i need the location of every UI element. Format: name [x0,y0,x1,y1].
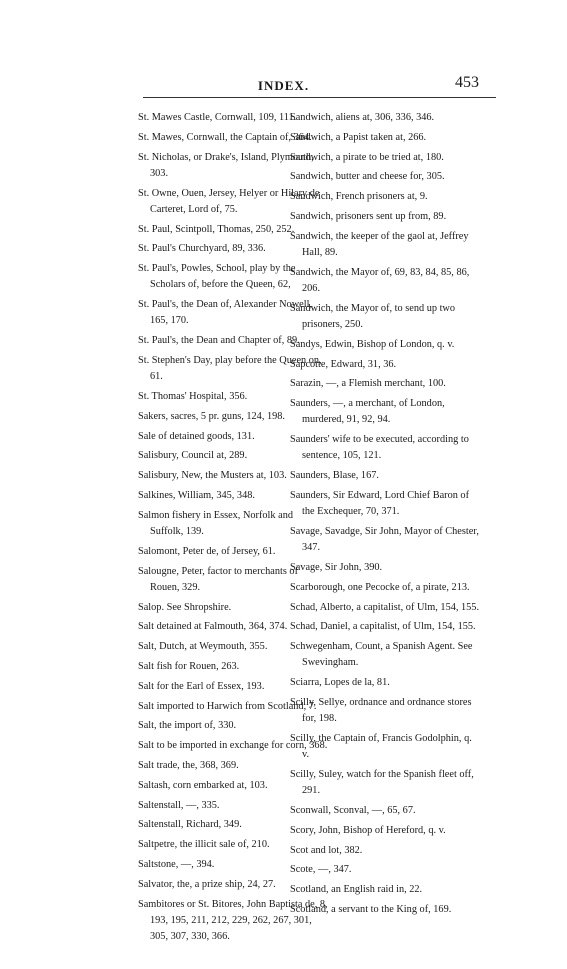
index-entry: Saunders, Blase, 167. [290,470,379,482]
index-entry: Sandwich, a pirate to be tried at, 180. [290,151,444,163]
index-entry: St. Mawes, Cornwall, the Captain of, 364. [138,131,312,143]
index-entry: St. Stephen's Day, play before the Queen on, 61. [138,354,322,383]
index-entry: Saltpetre, the illicit sale of, 210. [138,839,270,851]
index-entry: St. Mawes Castle, Cornwall, 109, 111. [138,112,297,123]
index-entry: St. Paul's, Powles, School, play by the Scholars of, before the Queen, 62, [138,263,296,291]
index-entry: St. Thomas' Hospital, 356. [138,390,248,402]
index-column-right [290,110,480,922]
index-entry: Sciarra, Lopes de la, 81. [290,677,390,689]
index-entry: St. Paul's, the Dean and Chapter of, 89. [138,335,300,347]
index-entry: Scote, —, 347. [290,864,352,876]
index-entry: Salisbury, Council at, 289. [138,450,248,462]
index-entry: Schad, Daniel, a capitalist, of Ulm, 154, 155. [290,621,476,633]
index-entry: Saltenstall, Richard, 349. [138,819,242,831]
index-entry: Salt, Dutch, at Weymouth, 355. [138,641,268,653]
index-entry: Scilly, the Captain of, Francis Godolphin, q. v. [290,732,472,761]
index-entry: Salt trade, the, 368, 369. [138,759,239,771]
index-entry: Salt, the import of, 330. [138,720,237,732]
index-entry: Sandwich, the Mayor of, to send up two prisoners, 250. [290,302,456,330]
index-entry: Salt fish for Rouen, 263. [138,660,240,672]
index-entry: Saltash, corn embarked at, 103. [138,779,268,791]
index-entry: St. Paul's Churchyard, 89, 336. [138,243,266,255]
index-entry: Sandwich, aliens at, 306, 336, 346. [290,112,435,123]
index-entry: Savage, Savadge, Sir John, Mayor of Chester, 347. [290,525,479,554]
index-entry: Sambitores or St. Bitores, John Baptista de, 8, 193, 195, 211, 212, 229, 262, 267, 301, 305, 307, 330, 366. [138,898,328,942]
index-entry: Saunders, —, a merchant, of London, murdered, 91, 92, 94. [290,398,445,426]
index-entry: Savage, Sir John, 390. [290,561,383,573]
index-entry: Salt detained at Falmouth, 364, 374. [138,621,288,633]
index-entry: Scilly, Sellye, ordnance and ordnance stores for, 198. [290,696,472,725]
index-entry: Sconwall, Sconval, —, 65, 67. [290,804,416,816]
index-entry: Salvator, the, a prize ship, 24, 27. [138,878,276,890]
index-entry: Salt imported to Harwich from Scotland, 7. [138,700,317,712]
index-entry: St. Owne, Ouen, Jersey, Helyer or Hilary de Carteret, Lord of, 75. [138,187,320,215]
index-entry: Sandwich, butter and cheese for, 305. [290,171,445,183]
index-entry: Salisbury, New, the Musters at, 103. [138,470,287,482]
page-number: 453 [455,74,479,91]
index-entry: Scot and lot, 382. [290,844,363,856]
index-entry: Salt to be imported in exchange for corn, 368. [138,740,328,752]
index-entry: Scotland, a servant to the King of, 169. [290,903,452,915]
index-entry: Scilly, Suley, watch for the Spanish fleet off, 291. [290,768,474,797]
index-entry: Saunders, Sir Edward, Lord Chief Baron of the Exchequer, 70, 371. [290,489,470,518]
index-entry: St. Paul, Scintpoll, Thomas, 250, 252. [138,223,295,235]
index-entry: Saltstone, —, 394. [138,858,215,870]
index-entry: Schwegenham, Count, a Spanish Agent. See Swevingham. [290,641,473,669]
index-entry: Salkines, William, 345, 348. [138,489,255,501]
index-entry: Scotland, an English raid in, 22. [290,884,423,896]
index-entry: Sandwich, French prisoners at, 9. [290,191,428,203]
index-entry: Salop. See Shropshire. [138,601,232,613]
index-entry: Sandwich, prisoners sent up from, 89. [290,210,447,222]
index-entry: Sale of detained goods, 131. [138,430,255,442]
index-entry: Saunders' wife to be executed, according to sentence, 105, 121. [290,434,469,462]
index-entry: St. Paul's, the Dean of, Alexander Nowell, 165, 170. [138,299,313,327]
index-entry: Sandwich, the Mayor of, 69, 83, 84, 85, 86, 206. [290,266,470,294]
index-entry: Sapcotte, Edward, 31, 36. [290,358,397,370]
running-head-title: INDEX. [257,78,310,93]
index-entry: Salougne, Peter, factor to merchants of Rouen, 329. [138,565,298,593]
index-entry: Sandys, Edwin, Bishop of London, q. v. [290,338,455,350]
index-entry: Scory, John, Bishop of Hereford, q. v. [290,824,446,836]
index-entry: Salt for the Earl of Essex, 193. [138,680,265,692]
header-rule [143,97,496,98]
index-entry: Schad, Alberto, a capitalist, of Ulm, 154, 155. [290,601,480,613]
index-entry: Salmon fishery in Essex, Norfolk and Suffolk, 139. [138,509,294,537]
index-entry: Saltenstall, —, 335. [138,799,220,811]
index-entry: Sandwich, a Papist taken at, 266. [290,131,427,143]
index-entry: Sakers, sacres, 5 pr. guns, 124, 198. [138,410,285,422]
index-entry: Sarazin, —, a Flemish merchant, 100. [290,378,446,390]
index-entry: St. Nicholas, or Drake's, Island, Plymouth, 303. [138,151,314,179]
index-entry: Salomont, Peter de, of Jersey, 61. [138,545,276,557]
index-entry: Scarborough, one Pecocke of, a pirate, 213. [290,581,470,593]
index-entry: Sandwich, the keeper of the gaol at, Jeffrey Hall, 89. [290,230,469,258]
